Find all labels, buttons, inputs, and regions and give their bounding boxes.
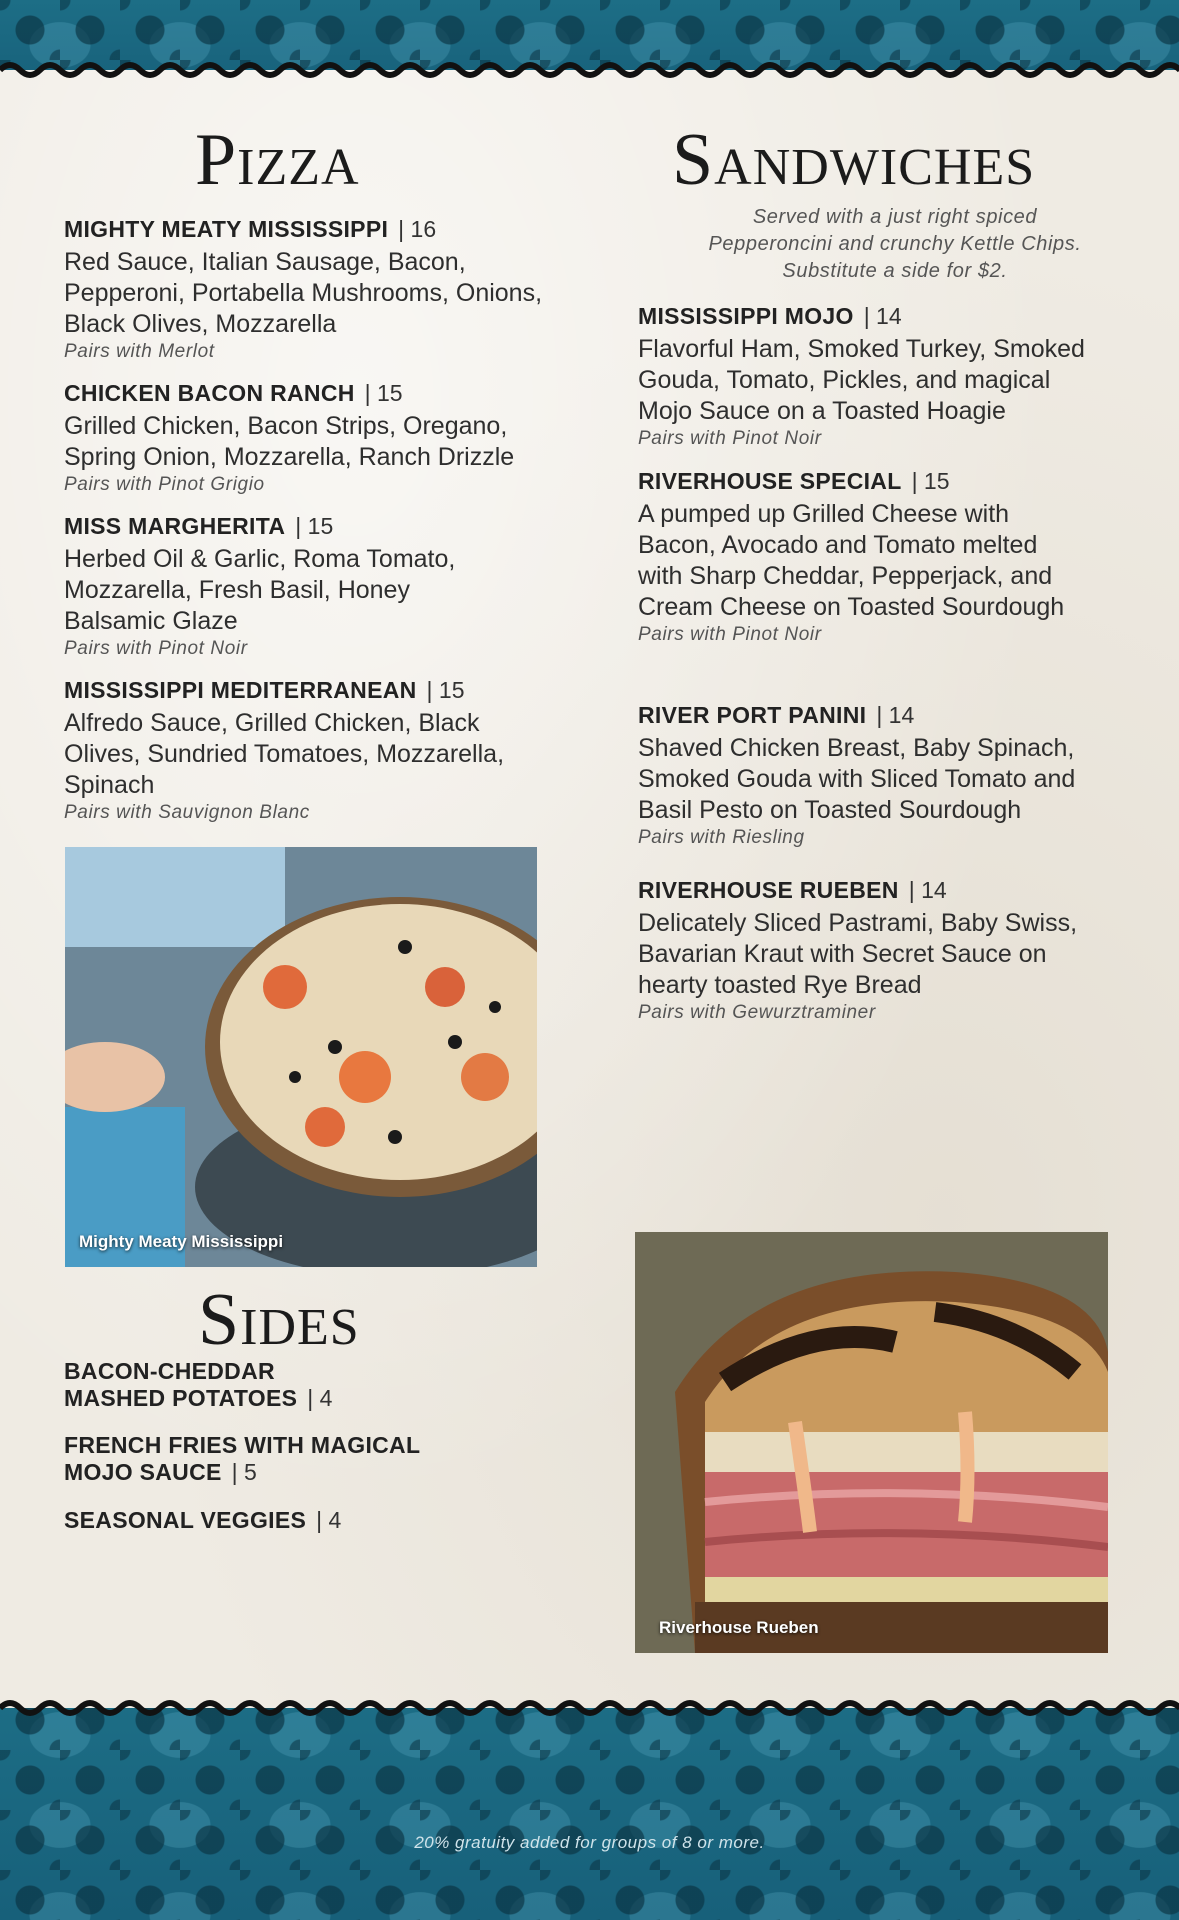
item-name: MISS MARGHERITA	[64, 513, 286, 539]
sandwiches-intro	[640, 204, 1150, 285]
top-wave-border	[0, 58, 1179, 82]
item-name: FRENCH FRIES WITH MAGICAL	[64, 1432, 421, 1458]
item-name: MASHED POTATOES	[64, 1385, 298, 1411]
sandwiches-title: Sandwiches	[672, 119, 1036, 201]
bottom-wave-border	[0, 1696, 1179, 1720]
item-price: | 15	[911, 468, 950, 494]
item-price: | 4	[307, 1385, 333, 1411]
pizza-item	[64, 380, 544, 497]
sandwich-item	[638, 303, 1108, 451]
intro-line: Substitute a side for $2.	[782, 260, 1008, 282]
sandwich-photo	[635, 1232, 1108, 1653]
item-description: Grilled Chicken, Bacon Strips, Oregano, Spring Onion, Mozzarella, Ranch Drizzle	[64, 412, 515, 471]
item-pairing: Pairs with Pinot Noir	[64, 638, 248, 659]
pizza-photo	[65, 847, 537, 1267]
item-pairing: Pairs with Sauvignon Blanc	[64, 802, 310, 823]
bottom-damask-band	[0, 1690, 1179, 1920]
item-description: Alfredo Sauce, Grilled Chicken, Black Olives, Sundried Tomatoes, Mozzarella, Spinach	[64, 709, 505, 799]
item-description: Flavorful Ham, Smoked Turkey, Smoked Gouda, Tomato, Pickles, and magical Mojo Sauce on a Toasted Hoagie	[638, 335, 1085, 425]
pizza-title: Pizza	[195, 119, 360, 201]
item-description: Herbed Oil & Garlic, Roma Tomato, Mozzarella, Fresh Basil, Honey Balsamic Glaze	[64, 545, 456, 635]
side-item	[64, 1358, 524, 1412]
item-name: SEASONAL VEGGIES	[64, 1507, 307, 1533]
item-description: Shaved Chicken Breast, Baby Spinach, Smoked Gouda with Sliced Tomato and Basil Pesto on Toasted Sourdough	[638, 734, 1076, 824]
pizza-item	[64, 677, 504, 825]
sandwich-item	[638, 702, 1108, 850]
item-price: | 14	[908, 877, 947, 903]
item-pairing: Pairs with Riesling	[638, 827, 805, 848]
sides-title: Sides	[198, 1279, 360, 1361]
item-pairing: Pairs with Merlot	[64, 341, 215, 362]
intro-line: Served with a just right spiced	[752, 206, 1038, 228]
item-pairing: Pairs with Pinot Noir	[638, 624, 822, 645]
sandwich-photo-caption: Riverhouse Rueben	[659, 1618, 819, 1637]
intro-line: Pepperoncini and crunchy Kettle Chips.	[708, 233, 1082, 255]
sandwich-item	[638, 877, 1108, 1025]
pizza-photo-caption: Mighty Meaty Mississippi	[79, 1232, 284, 1251]
item-name: RIVER PORT PANINI	[638, 702, 867, 728]
item-price: | 15	[364, 380, 403, 406]
item-name: RIVERHOUSE SPECIAL	[638, 468, 902, 494]
item-pairing: Pairs with Pinot Grigio	[64, 474, 265, 495]
item-price: | 14	[863, 303, 902, 329]
item-name: MOJO SAUCE	[64, 1459, 222, 1485]
item-price: | 16	[398, 216, 437, 242]
item-description: Red Sauce, Italian Sausage, Bacon, Pepperoni, Portabella Mushrooms, Onions, Black Olives, Mozzarella	[64, 248, 543, 338]
sandwich-image	[635, 1232, 1108, 1653]
item-pairing: Pairs with Pinot Noir	[638, 428, 822, 449]
item-description: Delicately Sliced Pastrami, Baby Swiss, Bavarian Kraut with Secret Sauce on hearty toasted Rye Bread	[638, 909, 1078, 999]
side-item	[64, 1432, 524, 1486]
item-price: | 15	[295, 513, 334, 539]
item-name: CHICKEN BACON RANCH	[64, 380, 355, 406]
item-name: BACON-CHEDDAR	[64, 1358, 275, 1384]
pizza-item	[64, 216, 544, 364]
item-name: MIGHTY MEATY MISSISSIPPI	[64, 216, 389, 242]
pizza-image	[65, 847, 537, 1267]
item-description: A pumped up Grilled Cheese with Bacon, Avocado and Tomato melted with Sharp Cheddar, Pepperjack, and Cream Cheese on Toasted Sourdough	[638, 500, 1065, 621]
item-price: | 14	[876, 702, 915, 728]
sandwich-item	[638, 468, 1068, 647]
gratuity-note: 20% gratuity added for groups of 8 or more.	[414, 1833, 765, 1852]
item-price: | 15	[426, 677, 465, 703]
item-name: MISSISSIPPI MEDITERRANEAN	[64, 677, 417, 703]
item-name: RIVERHOUSE RUEBEN	[638, 877, 899, 903]
item-pairing: Pairs with Gewurztraminer	[638, 1002, 876, 1023]
side-item	[64, 1507, 524, 1534]
item-price: | 4	[316, 1507, 342, 1533]
item-name: MISSISSIPPI MOJO	[638, 303, 854, 329]
pizza-item	[64, 513, 504, 661]
item-price: | 5	[231, 1459, 257, 1485]
